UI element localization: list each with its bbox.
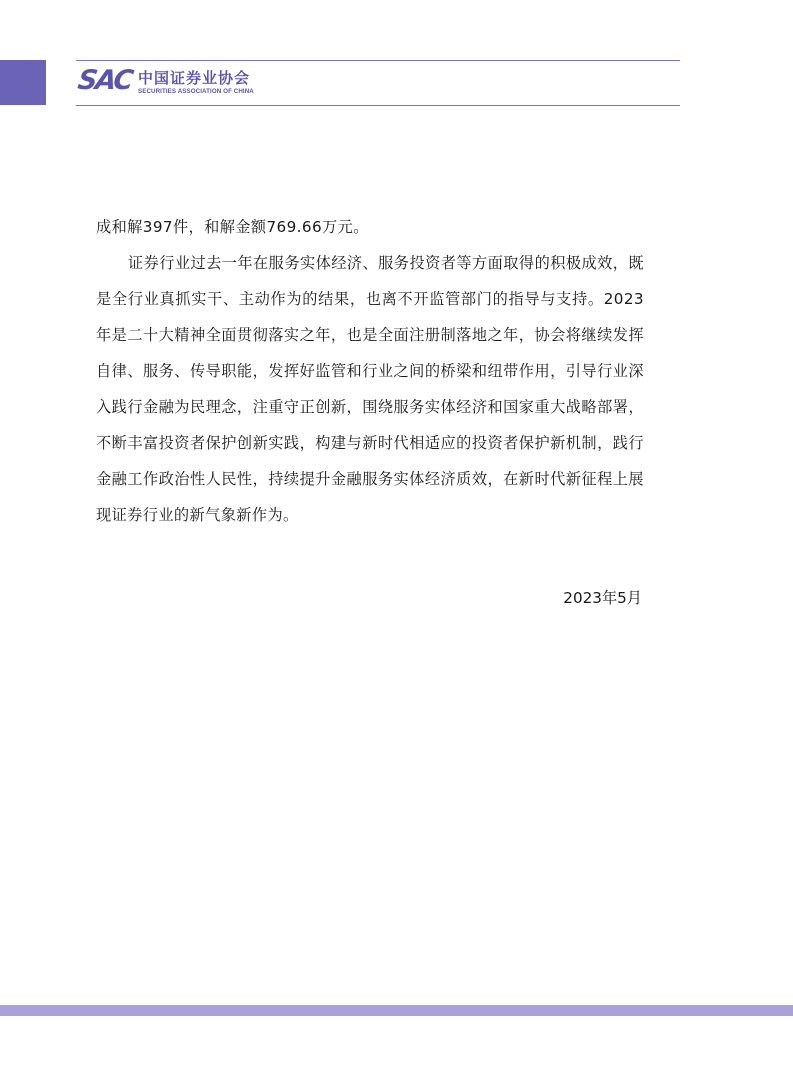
- org-name-en: SECURITIES ASSOCIATION OF CHINA: [138, 88, 254, 95]
- paragraph-2: 证券行业过去一年在服务实体经济、服务投资者等方面取得的积极成效，既是全行业真抓实干、主动作为的结果，也离不开监管部门的指导与支持。2023年是二十大精神全面贯彻落实之年，也是全面注册制落地之年，协会将继续发挥自律、服务、传导职能，发挥好监管和行业之间的桥梁和纽带作用，引导行业深入践行金融为民理念，注重守正创新，围绕服务实体经济和国家重大战略部署，不断丰富投资者保护创新实践，构建与新时代相适应的投资者保护新机制，践行金融工作政治性人民性，持续提升金融服务实体经济质效，在新时代新征程上展现证券行业的新气象新作为。: [96, 254, 644, 524]
- header-bottom-rule: [76, 105, 680, 106]
- document-date: 2023年5月: [563, 589, 642, 607]
- side-tab: [0, 60, 46, 105]
- footer-bar: [0, 1005, 793, 1016]
- org-name-cn: 中国证券业协会: [138, 69, 251, 87]
- body-text: [96, 209, 644, 533]
- logo-mark: SAC: [75, 65, 134, 96]
- paragraph-1: 成和解397件，和解金额769.66万元。: [96, 218, 369, 236]
- header-top-rule: [76, 60, 680, 61]
- sac-logo: [75, 65, 338, 100]
